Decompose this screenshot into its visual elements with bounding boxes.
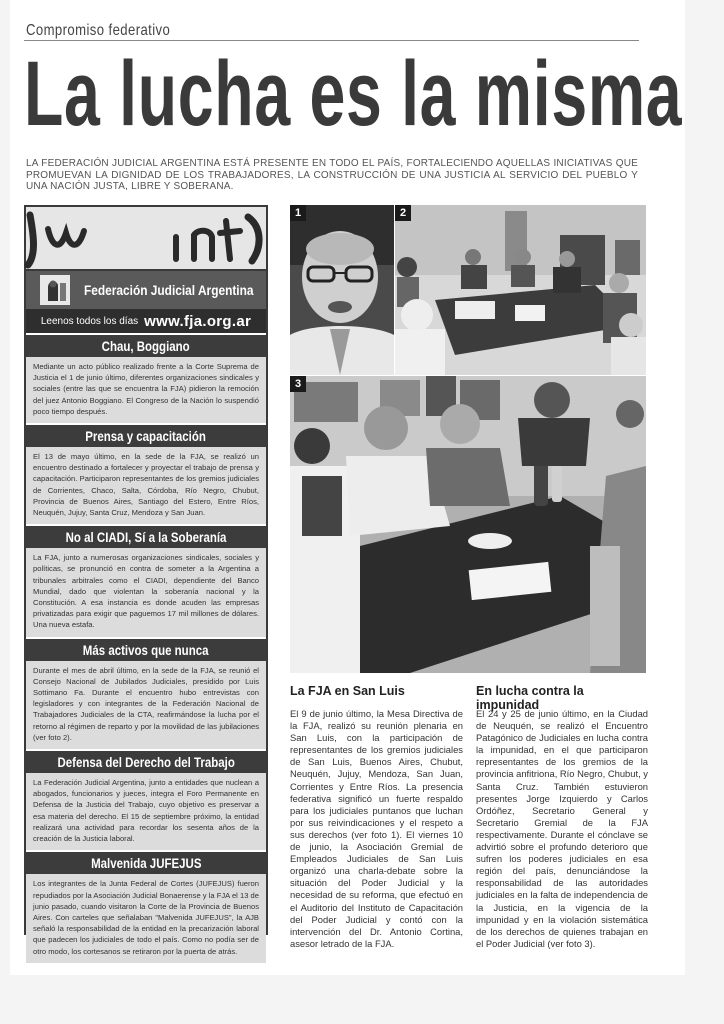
sidebar-news-item [26, 423, 266, 524]
sidebar-news-item [26, 637, 266, 749]
photo-2-meeting-room [395, 205, 646, 375]
sidebar-news-item [26, 749, 266, 850]
photo-3-patagonian-meeting [290, 376, 646, 673]
news-sidebar [24, 205, 268, 956]
sidebar-news-item [26, 333, 266, 423]
website-url[interactable]: www.fja.org.ar [144, 312, 252, 330]
news-item-body: Mediante un acto público realizado frente a la Corte Suprema de Justicia el 1 de junio último, diferentes organizaciones sindicales y sociales (entre las que se encuentra la FJA) pidieron la remoción del juez Antonio Boggiano. El Congreso de la Nación lo suspendió poco tiempo después. [26, 357, 266, 423]
top-rule [24, 40, 639, 41]
subhead: LA FEDERACIÓN JUDICIAL ARGENTINA ESTÁ PRESENTE EN TODO EL PAÍS, FORTALECIENDO AQUELLAS INICIATIVAS QUE PROMUEVAN LA DIGNIDAD DE LOS TRABAJADORES, LA CONSTRUCCIÓN DE UNA JUSTICIA AL SERVICIO DEL PUEBLO Y UNA NACIÓN JUSTA, LIBRE Y SOBERANA. [26, 158, 638, 192]
handwritten-banner-image [26, 207, 266, 271]
website-prefix: Leenos todos los días [40, 315, 139, 327]
brand-name: Federación Judicial Argentina [84, 282, 254, 298]
news-item-title: Defensa del Derecho del Trabajo [26, 749, 266, 773]
news-item-body: La Federación Judicial Argentina, junto a entidades que nuclean a abogados, funcionarios y jueces, integra el Foro Permanente en Defensa de la Justicia del Trabajo, cuyo objetivo es preservar a esa materia del derecho. El 15 de septiembre próximo, la entidad realizará una actividad para recordar los sesenta años de la creación de la Justicia laboral. [26, 773, 266, 850]
headline: La lucha es la misma [24, 43, 683, 145]
news-item-body: Durante el mes de abril último, en la sede de la FJA, se reunió el Consejo Nacional de Jubilados Judiciales, presidido por Luis Sottimano Fa. Durante el encuentro hubo entrevistas con legisladores y con integrantes de la Federación Nacional de Trabajadores Judiciales de la CTA, reafirmándose la lucha por el retorno al régimen de reparto y por la movilidad de las jubilaciones (ver foto 2). [26, 661, 266, 749]
article-title-impunidad: En lucha contra la impunidad [476, 684, 584, 712]
website-bar [26, 309, 266, 333]
fja-brand-bar [26, 271, 266, 309]
photo-number: 1 [290, 205, 306, 221]
news-item-title: Más activos que nunca [26, 637, 266, 661]
article-body-impunidad: El 24 y 25 de junio último, en la Ciudad de Neuquén, se realizó el Encuentro Patagónico de Judiciales en lucha contra la impunidad, en el que participaron representantes de los gremios de la provincia anfitriona, Río Negro, Chubut, y Santa Cruz. También estuvieron presentes Jorge Izquierdo y Carlos Ordóñez, Secretario General y Secretario Gremial de la FJA respectivamente. Durante el cónclave se advirtió sobre el profundo deterioro que sufren los poderes judiciales en esa región del país, denunciándose la responsabilidad de las autoridades judiciales en la falta de independencia de la Justicia, en la vigencia de la impunidad y en la violación sistemática de los derechos de quienes trabajan en el Poder Judicial (ver foto 3). [476, 708, 648, 949]
fja-logo-icon [40, 275, 70, 305]
photo-1-man-speaking [290, 205, 394, 375]
photo-number: 2 [395, 205, 411, 221]
sidebar-news-item [26, 850, 266, 962]
news-item-title: No al CIADI, Sí a la Soberanía [26, 524, 266, 548]
section-tag: Compromiso federativo [26, 22, 171, 39]
news-item-body: El 13 de mayo último, en la sede de la FJA, se realizó un encuentro destinado a fortalecer y proyectar el trabajo de prensa y capacitación. Participaron representantes de los gremios judiciales de Corrientes, Chaco, Salta, Córdoba, Río Negro, Chubut, Provincia de Buenos Aires, Santiago del Estero, Entre Ríos, Neuquén, Jujuy, Santa Cruz, Mendoza y San Juan. [26, 447, 266, 524]
article-body-san-luis: El 9 de junio último, la Mesa Directiva de la FJA, realizó su reunión plenaria en San Luis, con la participación de representantes de los gremios judiciales de San Luis, Buenos Aires, Chubut, Neuquén, Jujuy, Mendoza, San Juan, Corrientes y Entre Ríos. La presencia federativa significó un fuerte respaldo para los judiciales puntanos que luchan por sus reivindicaciones y el respeto a sus derechos (ver foto 1). El viernes 10 de junio, la Asociación Gremial de Empleados Judiciales de San Luis organizó una charla-debate sobre la situación del Poder Judicial y la necesidad de su reforma, que efectuó en el Auditorio del Instituto de Capacitación del Poder Judicial y contó con la intervención del Dr. Antonio Cortina, asesor letrado de la FJA. [290, 708, 463, 949]
news-item-title: Chau, Boggiano [26, 333, 266, 357]
news-item-title: Malvenida JUFEJUS [26, 850, 266, 874]
news-item-body: Los integrantes de la Junta Federal de Cortes (JUFEJUS) fueron repudiados por la Asociación Judicial Bonaerense y la FJA el 13 de junio pasado, cuando visitaron la Corte de la Provincia de Buenos Aires. Con carteles que señalaban "Malvenida JUFEJUS", la AJB señaló la responsabilidad de la entidad en la precarización laboral que padecen los judiciales de todo el país. Como no podía ser de otro modo, los cortesanos se retiraron por la puerta de atrás. [26, 874, 266, 962]
news-item-body: La FJA, junto a numerosas organizaciones sindicales, sociales y políticas, se pronunció en contra de someter a la Argentina a tribunales arbitrales como el CIADI, dependiente del Banco Mundial, dado que violentan la soberanía nacional y la Constitución. A esa instancia es donde acuden las empresas privatizadas para exigir que paguemos 17 mil millones de dólares. Una nueva estafa. [26, 548, 266, 636]
article-title-san-luis: La FJA en San Luis [290, 684, 405, 698]
news-item-title: Prensa y capacitación [26, 423, 266, 447]
photo-number: 3 [290, 376, 306, 392]
sidebar-news-item [26, 524, 266, 636]
